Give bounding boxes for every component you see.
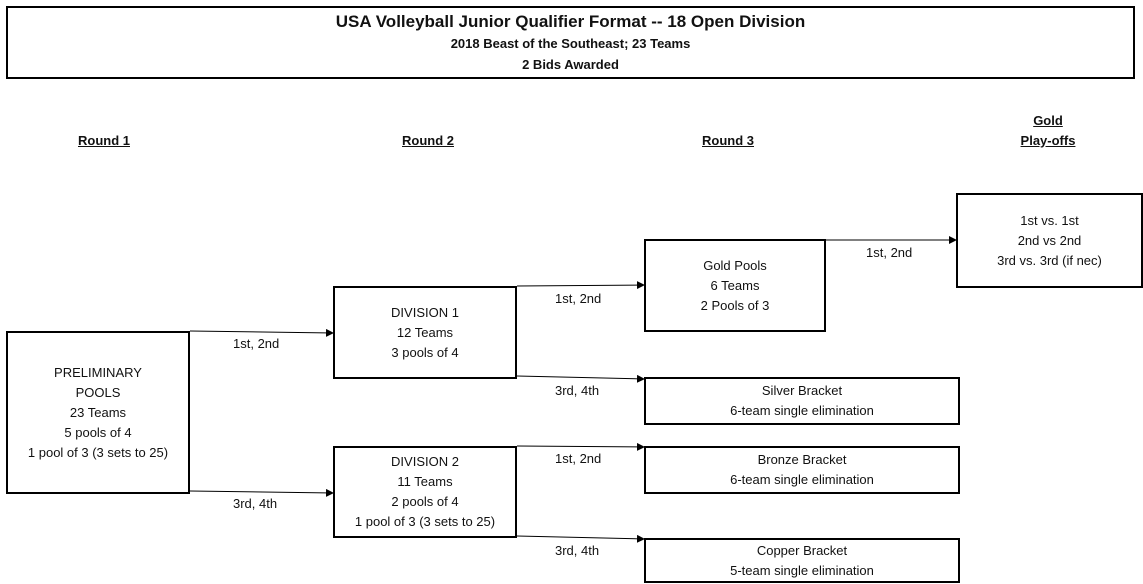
arrow-div1-to-silver	[517, 376, 644, 379]
gold-pools-box	[644, 239, 826, 332]
label-div2-to-bronze: 1st, 2nd	[555, 451, 602, 466]
division1-line2: 12 Teams	[396, 324, 454, 340]
preliminary-line4: 5 pools of 4	[64, 424, 132, 440]
gold-pools-line3: 2 Pools of 3	[700, 297, 770, 313]
label-gold-to-playoffs: 1st, 2nd	[866, 245, 913, 260]
silver-bracket-box	[644, 377, 960, 425]
arrow-prelim-to-div2	[190, 491, 333, 493]
label-prelim-to-div1: 1st, 2nd	[233, 336, 280, 351]
division2-line4: 1 pool of 3 (3 sets to 25)	[354, 514, 496, 529]
silver-line1: Silver Bracket	[761, 383, 843, 398]
label-div2-to-copper: 3rd, 4th	[555, 543, 600, 558]
division2-line2: 11 Teams	[397, 474, 453, 489]
preliminary-line3: 23 Teams	[69, 404, 127, 420]
preliminary-line5: 1 pool of 3 (3 sets to 25)	[27, 444, 169, 460]
arrow-prelim-to-div1	[190, 331, 333, 333]
bronze-line1: Bronze Bracket	[757, 452, 847, 467]
bronze-bracket-box	[644, 446, 960, 494]
silver-line2: 6-team single elimination	[730, 403, 874, 418]
division2-line3: 2 pools of 4	[391, 494, 459, 509]
division1-line3: 3 pools of 4	[391, 344, 459, 360]
playoffs-line2: 2nd vs 2nd	[1017, 232, 1082, 248]
division1-line1: DIVISION 1	[391, 304, 459, 320]
gold-pools-line2: 6 Teams	[710, 277, 760, 293]
preliminary-line2: POOLS	[75, 384, 121, 400]
playoffs-line1: 1st vs. 1st	[1020, 212, 1079, 228]
division1-box	[333, 286, 517, 379]
playoffs-line3: 3rd vs. 3rd (if nec)	[997, 252, 1102, 268]
division2-box	[333, 446, 517, 538]
round1-heading: Round 1	[78, 133, 130, 148]
gold-heading-line1: Gold	[1033, 113, 1063, 128]
bronze-line2: 6-team single elimination	[730, 472, 874, 487]
arrow-div1-to-gold	[517, 285, 644, 286]
bids-awarded: 2 Bids Awarded	[522, 57, 619, 72]
preliminary-pools-box	[6, 331, 190, 494]
preliminary-line1: PRELIMINARY	[54, 364, 142, 380]
copper-bracket-box	[644, 538, 960, 583]
copper-line1: Copper Bracket	[756, 542, 848, 558]
diagram-title: USA Volleyball Junior Qualifier Format -- 18 Open Division	[335, 12, 806, 31]
diagram-subtitle: 2018 Beast of the Southeast; 23 Teams	[450, 36, 691, 51]
arrow-div2-to-copper	[517, 536, 644, 539]
arrow-div2-to-bronze	[517, 446, 644, 447]
gold-pools-line1: Gold Pools	[703, 257, 767, 273]
label-div1-to-silver: 3rd, 4th	[555, 383, 600, 398]
round3-heading: Round 3	[702, 133, 754, 148]
copper-line2: 5-team single elimination	[730, 562, 874, 578]
gold-playoffs-box	[956, 193, 1143, 288]
division2-line1: DIVISION 2	[391, 454, 459, 469]
gold-heading-line2: Play-offs	[1020, 133, 1076, 148]
round2-heading: Round 2	[402, 133, 454, 148]
label-div1-to-gold: 1st, 2nd	[555, 291, 602, 306]
label-prelim-to-div2: 3rd, 4th	[233, 496, 278, 511]
